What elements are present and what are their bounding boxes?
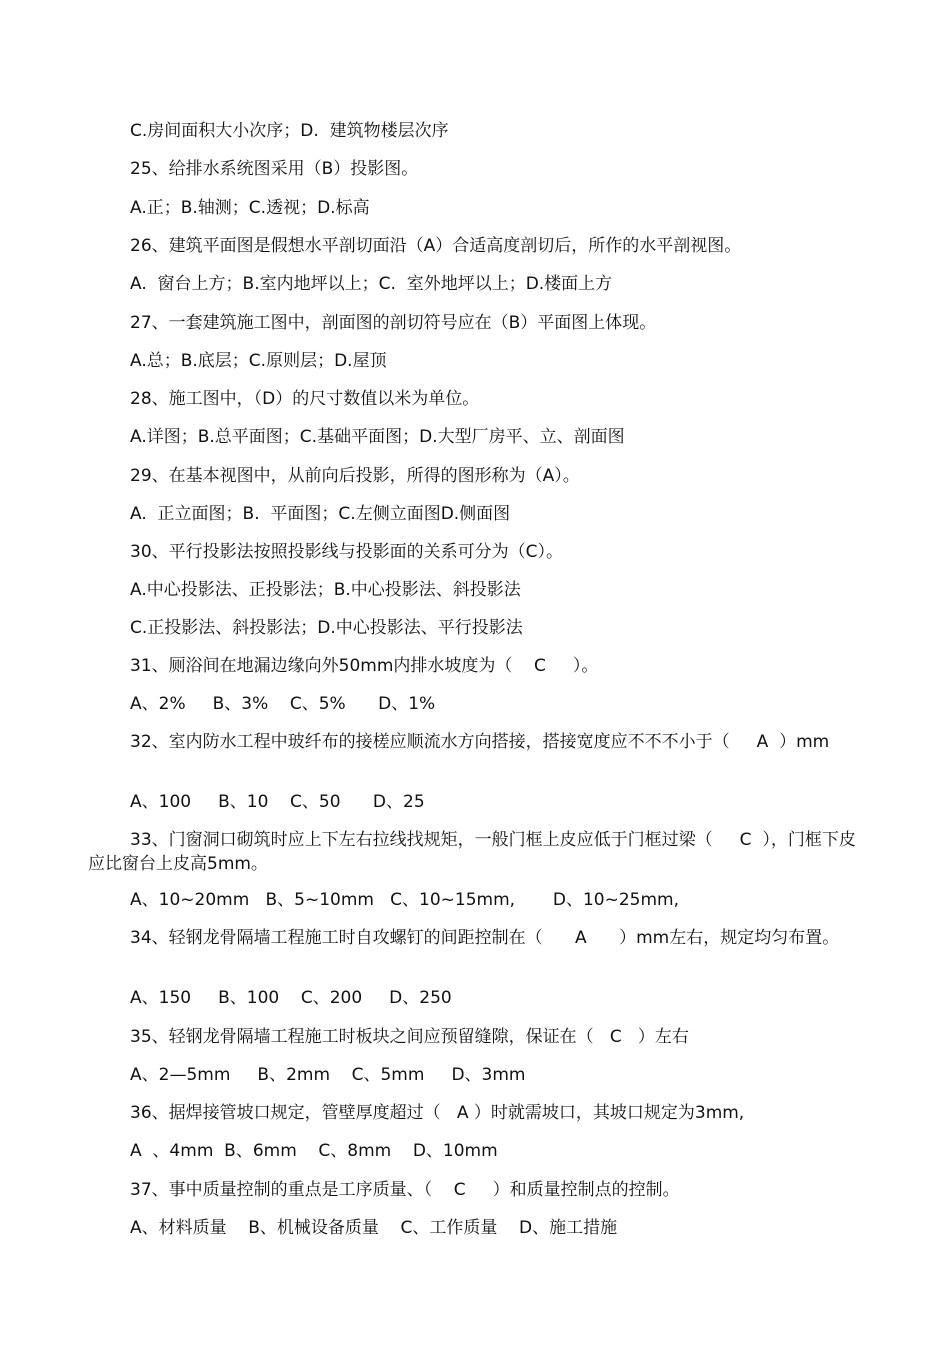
options-29: A. 正立面图；B. 平面图；C.左侧立面图D.侧面图 [130, 504, 511, 524]
question-29: 29、在基本视图中，从前向后投影，所得的图形称为（A）。 [130, 466, 580, 486]
question-34: 34、轻钢龙骨隔墙工程施工时自攻螺钉的间距控制在（ A ）mm左右，规定均匀布置。 [130, 928, 840, 948]
question-36: 36、据焊接管坡口规定，管壁厚度超过（ A ）时就需坡口，其坡口规定为3mm, [130, 1103, 745, 1123]
options-37: A、材料质量 B、机械设备质量 C、工作质量 D、施工措施 [130, 1218, 618, 1238]
options-35: A、2—5mm B、2mm C、5mm D、3mm [130, 1065, 526, 1085]
options-30-line-2: C.正投影法、斜投影法；D.中心投影法、平行投影法 [130, 618, 523, 638]
options-32: A、100 B、10 C、50 D、25 [130, 792, 425, 812]
question-33: 33、门窗洞口砌筑时应上下左右拉线找规矩，一般门框上皮应低于门框过梁（ C ），门框下皮应比窗台上皮高5mm。 [88, 830, 856, 874]
options-34: A、150 B、100 C、200 D、250 [130, 988, 452, 1008]
text-line: C.房间面积大小次序；D. 建筑物楼层次序 [130, 121, 449, 141]
options-27: A.总；B.底层；C.原则层；D.屋顶 [130, 351, 387, 371]
question-27: 27、一套建筑施工图中，剖面图的剖切符号应在（B）平面图上体现。 [130, 313, 657, 333]
question-26: 26、建筑平面图是假想水平剖切面沿（A）合适高度剖切后，所作的水平剖视图。 [130, 236, 742, 256]
options-30-line-1: A.中心投影法、正投影法；B.中心投影法、斜投影法 [130, 580, 521, 600]
options-33: A、10~20mm B、5~10mm C、10~15mm, D、10~25mm, [130, 890, 680, 910]
options-36: A 、4mm B、6mm C、8mm D、10mm [130, 1141, 498, 1161]
options-28: A.详图；B.总平面图；C.基础平面图；D.大型厂房平、立、剖面图 [130, 427, 625, 447]
question-31: 31、厕浴间在地漏边缘向外50mm内排水坡度为（ C ）。 [130, 656, 599, 676]
question-28: 28、施工图中，（D）的尺寸数值以米为单位。 [130, 389, 480, 409]
options-26: A. 窗台上方；B.室内地坪以上；C. 室外地坪以上；D.楼面上方 [130, 274, 613, 294]
question-37: 37、事中质量控制的重点是工序质量、（ C ）和质量控制点的控制。 [130, 1180, 680, 1200]
question-32: 32、室内防水工程中玻纤布的接槎应顺流水方向搭接，搭接宽度应不不不小于（ A ）mm [130, 732, 830, 752]
question-35: 35、轻钢龙骨隔墙工程施工时板块之间应预留缝隙，保证在（ C ）左右 [130, 1027, 689, 1047]
options-25: A.正；B.轴测；C.透视；D.标高 [130, 198, 370, 218]
question-30: 30、平行投影法按照投影线与投影面的关系可分为（C）。 [130, 542, 564, 562]
question-25: 25、给排水系统图采用（B）投影图。 [130, 159, 419, 179]
options-31: A、2% B、3% C、5% D、1% [130, 694, 436, 714]
